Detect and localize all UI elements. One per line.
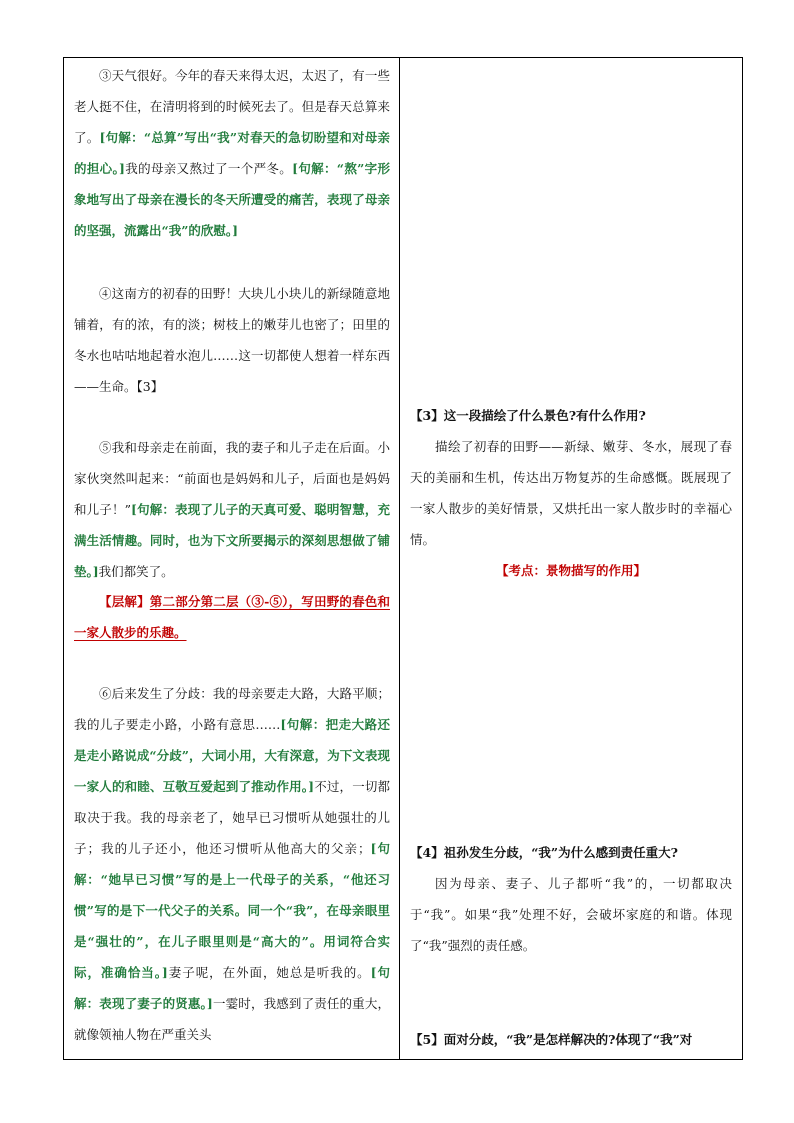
question-5 [410,1024,732,1055]
q3-answer: 描绘了初春的田野——新绿、嫩芽、冬水，展现了春天的美丽和生机，传达出万物复苏的生命感慨。既展现了一家人散步的美好情景，又烘托出一家人散步时的幸福心情。 [410,439,732,547]
paragraph-3 [74,60,390,246]
question-column [400,58,742,1059]
p3-text-a: ③天气很好。今年的春天来得太迟，太迟了，有一些老人挺不住，在清明将到的时候死去了。但是春天总算来了。 [74,68,390,145]
text-column [64,58,399,1059]
p3-annotation-1: [句解：“总算”写出“我”对春天的急切盼望和对母亲的担心。] [74,130,390,176]
document-table [63,57,743,1060]
p5-text-b: 我们都笑了。 [98,564,174,579]
p6-text-d: 一霎时，我感到了责任的重大，就像领袖人物在严重关头 [74,996,390,1042]
layer-text: 第二部分第二层（③-⑤），写田野的春色和一家人散步的乐趣。 [74,594,390,640]
p6-annotation-3: [句解：表现了妻子的贤惠。] [74,965,390,1011]
paragraph-6 [74,678,390,1050]
p5-annotation: [句解：表现了儿子的天真可爱、聪明智慧，充满生活情趣。同时，也为下文所要揭示的深刻思想做了铺垫。] [74,502,391,579]
p3-annotation-2: [句解：“熬”字形象地写出了母亲在漫长的冬天所遭受的痛苦，表现了母亲的坚强，流露出“我”的欣慰。] [74,161,390,238]
layer-label: 【层解】 [99,594,150,609]
q3-title: 【3】这一段描绘了什么景色?有什么作用? [410,408,646,423]
p4-text: ④这南方的初春的田野！大块儿小块儿的新绿随意地铺着，有的浓，有的淡；树枝上的嫩芽儿也密了；田里的冬水也咕咕地起着水泡儿……这一切都使人想着一样东西——生命。【3】 [74,286,390,394]
p6-text-a: ⑥后来发生了分歧：我的母亲要走大路，大路平顺；我的儿子要走小路，小路有意思…… [74,686,390,732]
question-3 [410,400,732,586]
p3-text-b: 我的母亲又熬过了一个严冬。 [124,161,293,176]
q3-point: 【考点：景物描写的作用】 [495,563,646,578]
layer-analysis [74,586,390,648]
p6-annotation-2: [句解：“她早已习惯”写的是上一代母子的关系，“他还习惯”写的是下一代父子的关系。同一个“我”，在母亲眼里是“强壮的”，在儿子眼里则是“高大的”。用词符合实际，准确恰当。] [74,841,390,980]
q4-answer: 因为母亲、妻子、儿子都听“我”的，一切都取决于“我”。如果“我”处理不好，会破坏家庭的和谐。体现了“我”强烈的责任感。 [410,876,732,953]
p6-text-c: 妻子呢，在外面，她总是听我的。 [167,965,371,980]
question-4 [410,837,732,961]
paragraph-5 [74,432,390,587]
p5-text-a: ⑤我和母亲走在前面，我的妻子和儿子走在后面。小家伙突然叫起来：“前面也是妈妈和儿子，后面也是妈妈和儿子！” [74,440,390,517]
p6-text-b: 不过，一切都取决于我。我的母亲老了，她早已习惯听从她强壮的儿子；我的儿子还小，他还习惯听从他高大的父亲； [74,779,390,856]
q5-title: 【5】面对分歧，“我”是怎样解决的?体现了“我”对 [410,1032,693,1047]
paragraph-4 [74,278,390,402]
q4-title: 【4】祖孙发生分歧，“我”为什么感到责任重大? [410,845,678,860]
p6-annotation-1: [句解：把走大路还是走小路说成“分歧”，大词小用，大有深意，为下文表现一家人的和睦、互敬互爱起到了推动作用。] [74,717,390,794]
